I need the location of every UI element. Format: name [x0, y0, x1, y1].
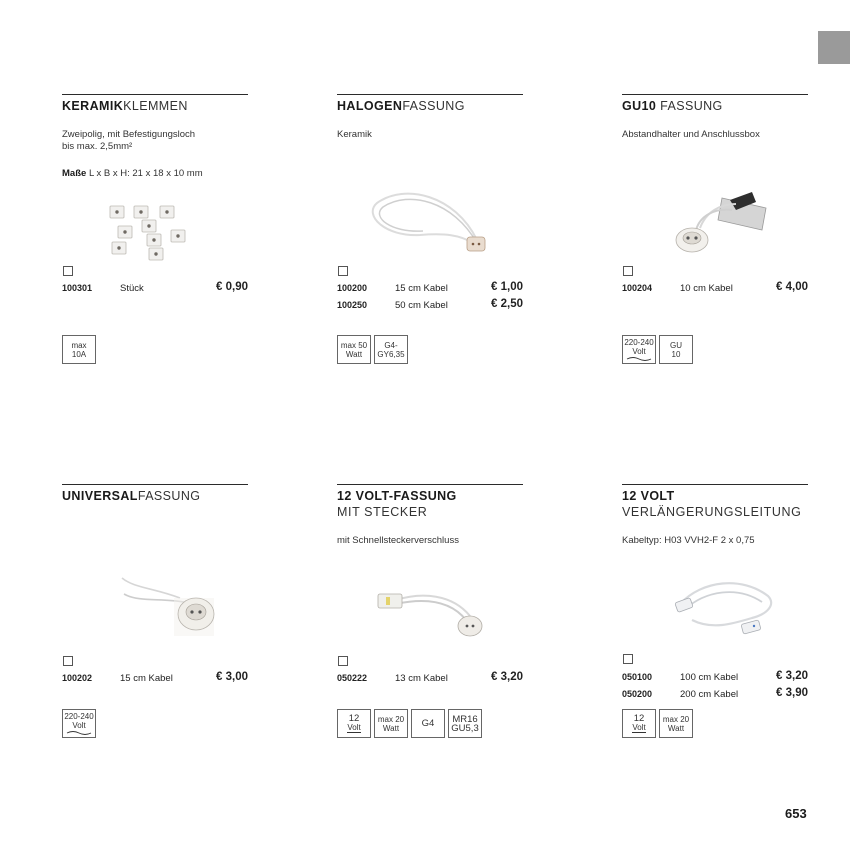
product-universalfassung [62, 484, 248, 504]
halogen-socket-image [365, 185, 497, 263]
12v-extension-cable-image [672, 570, 780, 642]
variant-text: 100 cm Kabel [680, 672, 739, 683]
article-number: 100250 [337, 300, 368, 310]
product-description: Keramik [337, 129, 372, 140]
product-gu10-fassung [622, 94, 808, 141]
spec-badge-watt: max 50 Watt [337, 335, 371, 364]
price: € 4,00 [776, 281, 808, 293]
price: € 3,20 [776, 670, 808, 682]
title-rule [337, 94, 523, 95]
product-title: 12 VOLT [622, 489, 675, 503]
price-row [62, 281, 248, 295]
product-title: HALOGENFASSUNG [337, 99, 465, 113]
product-halogenfassung [337, 94, 523, 141]
spec-badge-ampere: max 10A [62, 335, 96, 364]
order-checkbox[interactable] [63, 266, 73, 276]
title-rule [62, 94, 248, 95]
order-checkbox[interactable] [63, 656, 73, 666]
12v-socket-with-plug-image [372, 578, 496, 640]
ac-wave-icon [626, 356, 652, 361]
title-rule [62, 484, 248, 485]
spec-badge-voltage: 12 Volt [337, 709, 371, 738]
spec-badge-watt: max 20 Watt [659, 709, 693, 738]
product-subtitle: MIT STECKER [337, 505, 428, 519]
universal-socket-image [114, 568, 218, 640]
product-12-volt-fassung [337, 484, 523, 547]
product-title: UNIVERSALFASSUNG [62, 489, 201, 503]
order-checkbox[interactable] [623, 266, 633, 276]
article-number: 100204 [622, 283, 653, 293]
spec-badges [337, 709, 482, 738]
order-checkbox[interactable] [338, 266, 348, 276]
spec-badges [62, 335, 96, 364]
price-row [622, 687, 808, 701]
spec-badges [62, 709, 96, 738]
ceramic-terminal-blocks-image [105, 198, 195, 266]
product-keramikklemmen [62, 94, 248, 179]
price-row [337, 671, 523, 685]
price-row [622, 281, 808, 295]
article-number: 100200 [337, 283, 368, 293]
order-checkbox[interactable] [623, 654, 633, 664]
product-description: mit Schnellsteckerverschluss [337, 535, 459, 546]
gu10-socket-image [670, 186, 772, 258]
product-title: GU10 FASSUNG [622, 99, 723, 113]
product-description: Zweipolig, mit Befestigungsloch bis max. 2,5mm² [62, 129, 196, 152]
spec-badge-socket: G4- GY6,35 [374, 335, 408, 364]
article-number: 100301 [62, 283, 93, 293]
price-row [622, 670, 808, 684]
spec-badge-socket: GU 10 [659, 335, 693, 364]
order-checkbox[interactable] [338, 656, 348, 666]
variant-text: Stück [120, 283, 144, 294]
ac-wave-icon [66, 730, 92, 735]
product-title: 12 VOLT-FASSUNG [337, 489, 457, 503]
variant-text: 13 cm Kabel [395, 673, 448, 684]
variant-text: 15 cm Kabel [395, 283, 448, 294]
price: € 3,00 [216, 671, 248, 683]
title-rule [622, 484, 808, 485]
variant-text: 200 cm Kabel [680, 689, 739, 700]
spec-badge-watt: max 20 Watt [374, 709, 408, 738]
article-number: 050222 [337, 673, 368, 683]
price: € 3,20 [491, 671, 523, 683]
title-rule [337, 484, 523, 485]
spec-badges [622, 709, 693, 738]
title-rule [622, 94, 808, 95]
spec-badge-voltage: 220-240 Volt [62, 709, 96, 738]
spec-badge-socket: G4 [411, 709, 445, 738]
price: € 0,90 [216, 281, 248, 293]
article-number: 050100 [622, 672, 653, 682]
product-dimensions: Maße L x B x H: 21 x 18 x 10 mm [62, 168, 203, 179]
product-subtitle: VERLÄNGERUNGSLEITUNG [622, 505, 802, 519]
price: € 3,90 [776, 687, 808, 699]
article-number: 100202 [62, 673, 93, 683]
product-description: Abstandhalter und Anschlussbox [622, 129, 760, 140]
variant-text: 10 cm Kabel [680, 283, 733, 294]
section-tab-marker [818, 31, 850, 64]
price-row [337, 298, 523, 312]
spec-badges [337, 335, 408, 364]
price-row [62, 671, 248, 685]
product-description: Kabeltyp: H03 VVH2-F 2 x 0,75 [622, 535, 755, 546]
variant-text: 50 cm Kabel [395, 300, 448, 311]
spec-badges [622, 335, 693, 364]
spec-badge-voltage: 220-240 Volt [622, 335, 656, 364]
product-12-volt-verlaengerungsleitung [622, 484, 808, 547]
price: € 2,50 [491, 298, 523, 310]
variant-text: 15 cm Kabel [120, 673, 173, 684]
spec-badge-voltage: 12 Volt [622, 709, 656, 738]
article-number: 050200 [622, 689, 653, 699]
price: € 1,00 [491, 281, 523, 293]
spec-badge-lamp-type: MR16 GU5,3 [448, 709, 482, 738]
product-title: KERAMIKKLEMMEN [62, 99, 188, 113]
price-row [337, 281, 523, 295]
page-number: 653 [785, 806, 807, 821]
